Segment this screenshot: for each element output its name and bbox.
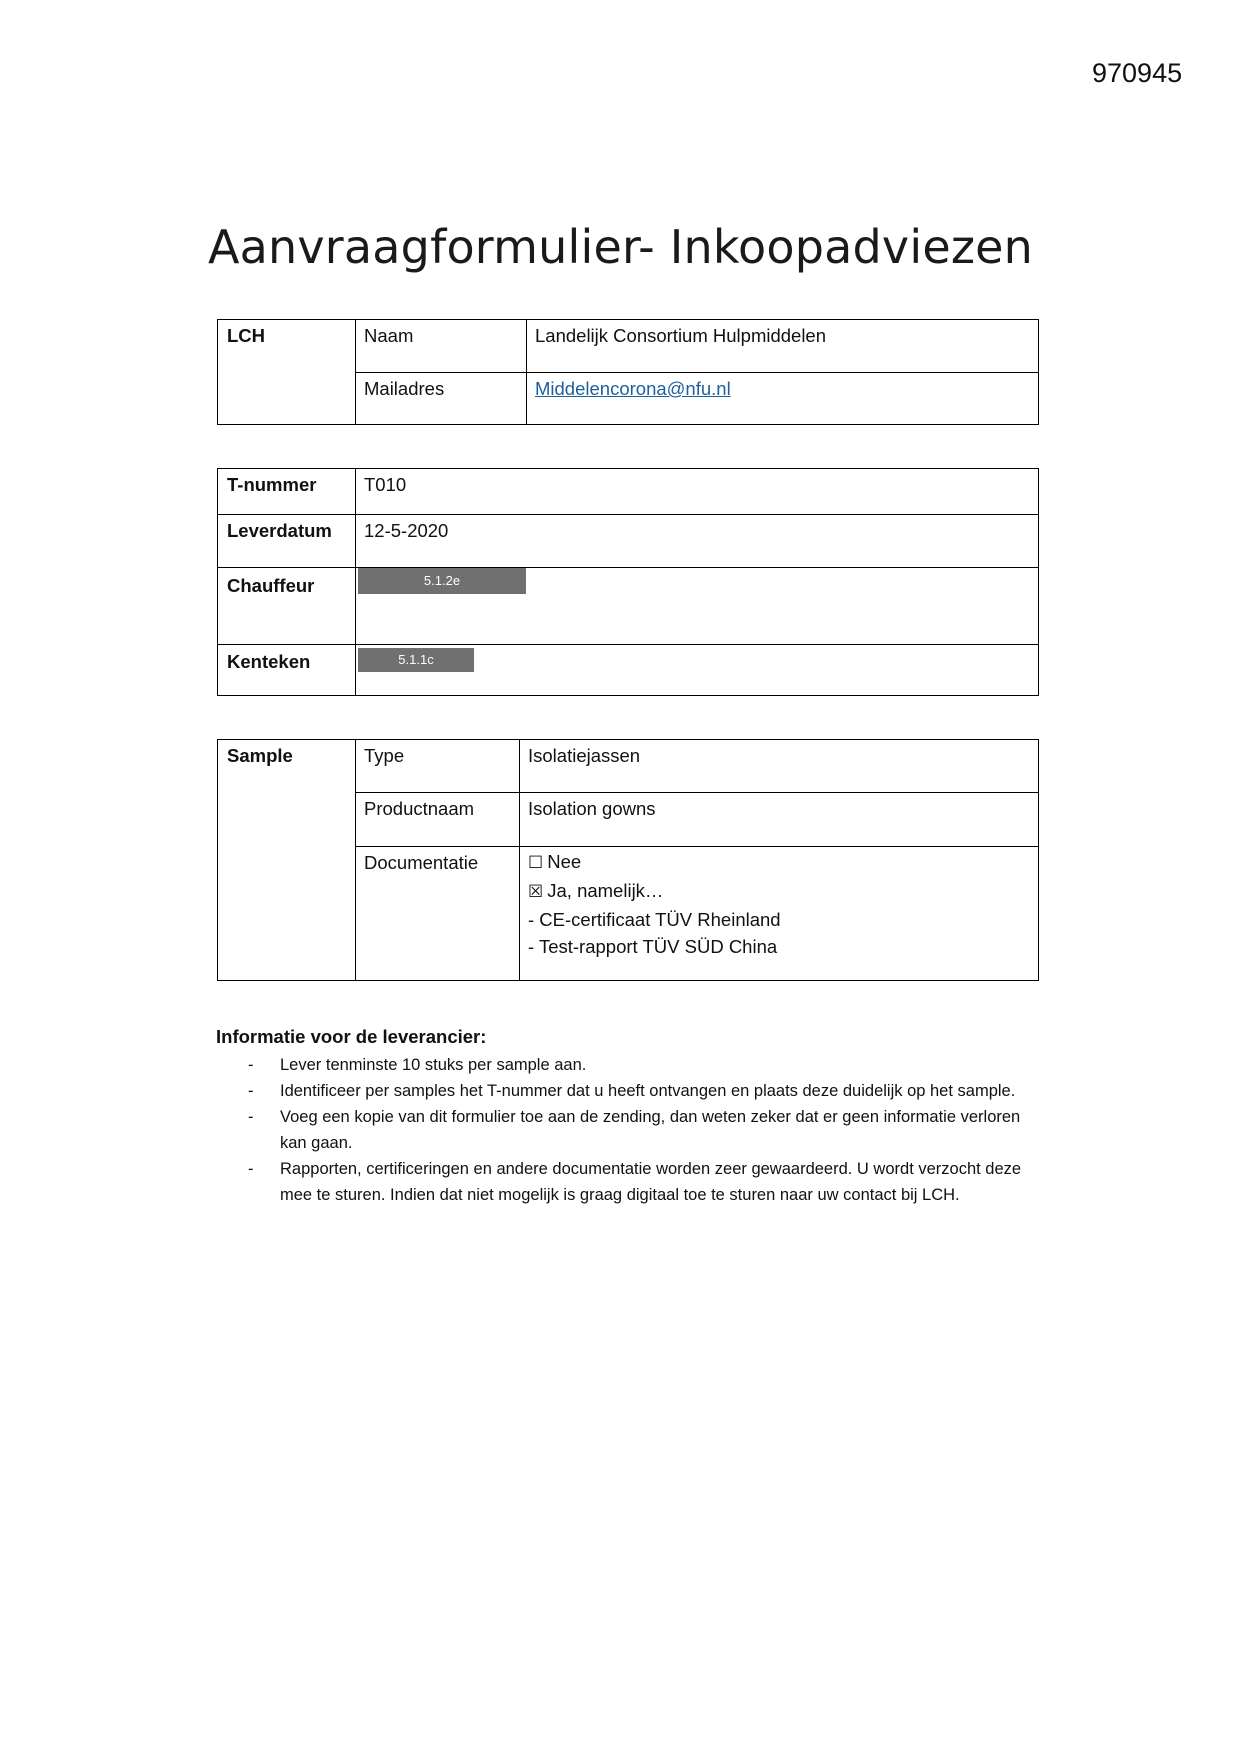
leverdatum-label: Leverdatum: [227, 520, 332, 541]
delivery-table: [217, 468, 1039, 696]
list-item: - Rapporten, certificeringen en andere documentatie worden zeer gewaardeerd. U wordt verzocht deze mee te sturen. Indien dat niet mogelijk is graag digitaal toe te sturen naar uw contact bij LCH.: [248, 1160, 1022, 1204]
option-ja: ☒ Ja, namelijk…: [528, 880, 664, 902]
sample-label: Sample: [227, 745, 293, 766]
document-id: 970945: [1092, 58, 1183, 88]
naam-label: Naam: [364, 325, 414, 346]
productnaam-label: Productnaam: [364, 798, 475, 819]
list-item: - Lever tenminste 10 stuks per sample aan.: [248, 1056, 587, 1074]
documentation-item: - CE-certificaat TÜV Rheinland: [528, 909, 781, 930]
mailadres-label: Mailadres: [364, 378, 445, 399]
productnaam-value: Isolation gowns: [528, 798, 656, 819]
lch-label: LCH: [227, 325, 266, 346]
kenteken-redaction: 5.1.1c: [358, 648, 474, 672]
tnummer-label: T-nummer: [227, 474, 317, 495]
info-list: [216, 1052, 1046, 1208]
option-nee: ☐ Nee: [528, 851, 582, 873]
info-title: Informatie voor de leverancier:: [216, 1026, 487, 1047]
checkbox-checked-icon: ☒: [528, 882, 544, 902]
checkbox-unchecked-icon: ☐: [528, 853, 544, 873]
documentation-item: - Test-rapport TÜV SÜD China: [528, 936, 778, 957]
lch-table: [217, 319, 1039, 425]
mailadres-link[interactable]: Middelencorona@nfu.nl: [535, 378, 731, 399]
chauffeur-redaction: 5.1.2e: [358, 568, 526, 594]
documentatie-value: [519, 846, 1038, 965]
list-item: - Identificeer per samples het T-nummer dat u heeft ontvangen en plaats deze duidelijk op het sample.: [248, 1082, 1016, 1100]
list-item: - Voeg een kopie van dit formulier toe aan de zending, dan weten zeker dat er geen informatie verloren kan gaan.: [248, 1108, 1021, 1152]
kenteken-label: Kenteken: [227, 651, 311, 672]
leverdatum-value: 12-5-2020: [364, 520, 449, 541]
sample-table: [217, 739, 1039, 981]
chauffeur-label: Chauffeur: [227, 575, 315, 596]
tnummer-value: T010: [364, 474, 407, 495]
type-label: Type: [364, 745, 405, 766]
page-title: Aanvraagformulier- Inkoopadviezen: [207, 220, 1034, 274]
type-value: Isolatiejassen: [528, 745, 641, 766]
documentatie-label: Documentatie: [364, 852, 479, 873]
naam-value: Landelijk Consortium Hulpmiddelen: [535, 325, 827, 346]
